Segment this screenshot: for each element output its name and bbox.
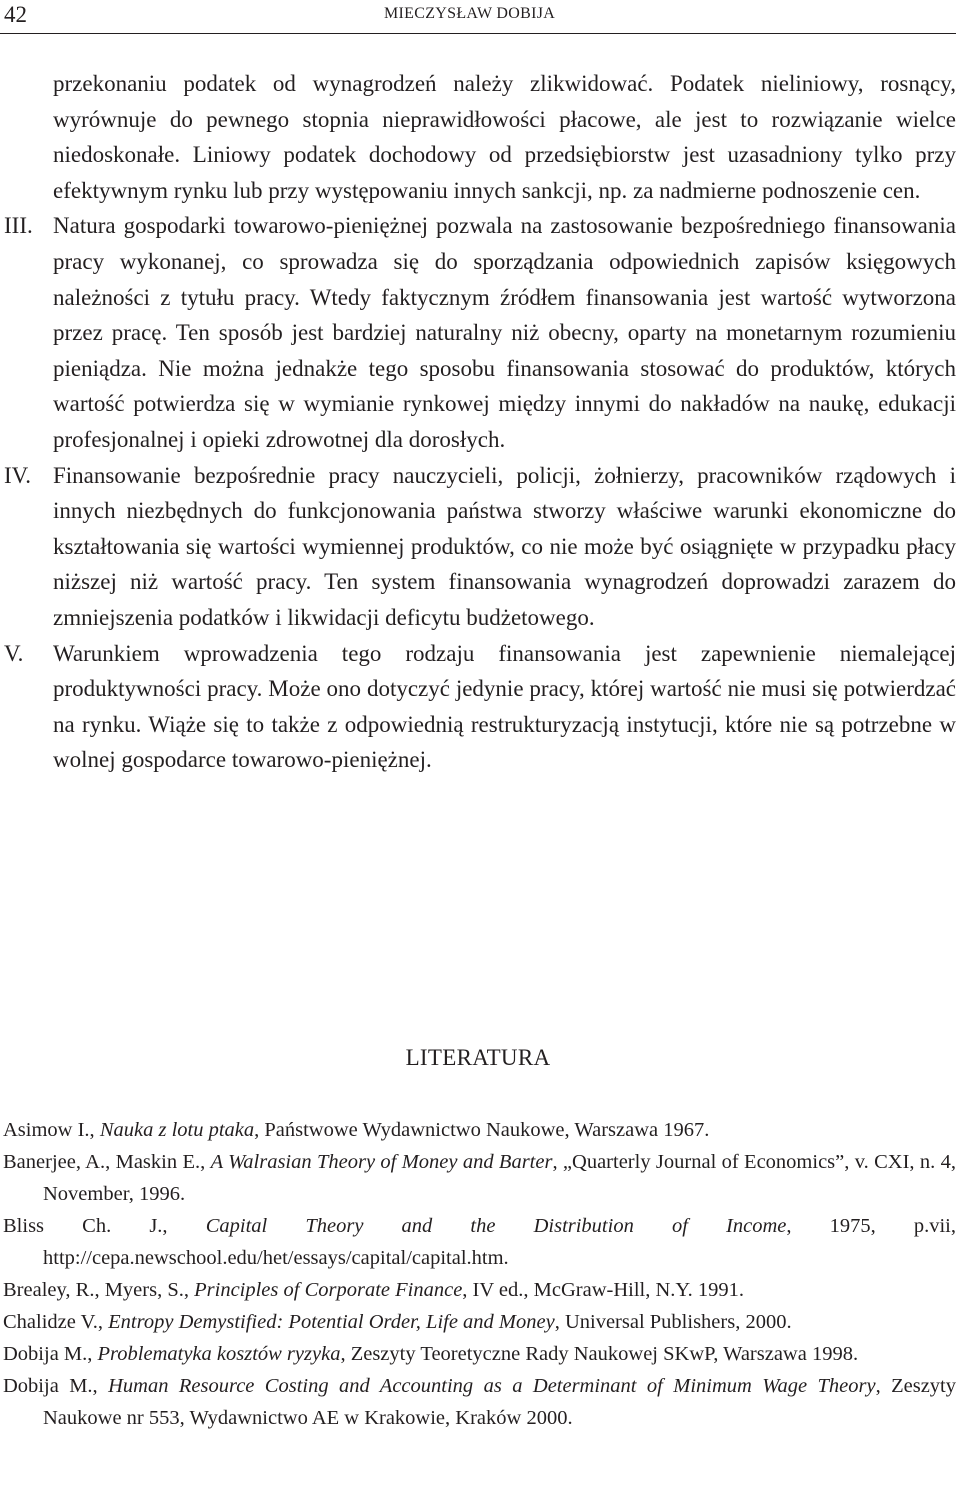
- list-item: [0, 636, 956, 778]
- reference-entry: [0, 1370, 956, 1434]
- reference-title: Problematyka kosztów ryzyka: [97, 1343, 341, 1365]
- reference-authors: Dobija M.,: [3, 1375, 98, 1397]
- reference-entry: [0, 1274, 956, 1306]
- continuation-paragraph: przekonaniu podatek od wynagrodzeń należy zlikwidować. Podatek nieliniowy, rosnący, wyrównuje do pewnego stopnia nieprawidłowości płacowe, ale jest to rozwiązanie wielce niedoskonałe. Liniowy podatek dochodowy od przedsiębiorstw jest uzasadniony tylko przy efektywnym rynku lub przy występowaniu innych sankcji, np. za nadmierne podnoszenie cen.: [53, 71, 956, 203]
- item-text: Warunkiem wprowadzenia tego rodzaju finansowania jest zapewnienie niemalejącej produktywności pracy. Może ono dotyczyć jedynie pracy, której wartość nie musi się potwierdzać na rynku. Wiąże się to także z odpowiednią restrukturyzacją instytucji, które nie są potrzebne w wolnej gospodarce towarowo-pieniężnej.: [53, 640, 956, 773]
- reference-details: , „Quarterly Journal of Economics”, v. CXI, n. 4, November, 1996.: [43, 1151, 956, 1205]
- item-text: Finansowanie bezpośrednie pracy nauczycieli, policji, żołnierzy, pracowników rządowych i innych niezbędnych do funkcjonowania państwa stworzy właściwe warunki ekonomiczne do kształtowania się wartości wymiennej produktów, co nie może być osiągnięte w przypadku płacy niższej niż wartość pracy. Ten system finansowania wynagrodzeń doprowadzi zarazem do zmniejszenia podatków i likwidacji deficytu budżetowego.: [53, 462, 956, 630]
- reference-entry: [0, 1146, 956, 1210]
- reference-authors: Brealey, R., Myers, S.,: [3, 1279, 189, 1301]
- reference-entry: [0, 1114, 956, 1146]
- reference-entry: [0, 1210, 956, 1274]
- literature-heading: LITERATURA: [405, 1045, 551, 1070]
- reference-title: Principles of Corporate Finance: [194, 1279, 463, 1301]
- reference-details: , Państwowe Wydawnictwo Naukowe, Warszawa 1967.: [254, 1119, 710, 1141]
- list-item: [0, 208, 956, 457]
- reference-entry: [0, 1306, 956, 1338]
- reference-authors: Banerjee, A., Maskin E.,: [3, 1151, 206, 1173]
- reference-details: , 1975, p.vii, http://cepa.newschool.edu/het/essays/capital/capital.htm.: [43, 1215, 957, 1269]
- header-rule: [0, 33, 956, 34]
- reference-authors: Dobija M.,: [3, 1343, 93, 1365]
- reference-title: Capital Theory and the Distribution of Income: [205, 1215, 787, 1237]
- reference-authors: Bliss Ch. J.,: [3, 1215, 168, 1237]
- reference-entry: [0, 1338, 956, 1370]
- reference-list: [0, 1114, 956, 1434]
- reference-title: A Walrasian Theory of Money and Barter: [210, 1151, 553, 1173]
- reference-details: , IV ed., McGraw-Hill, N.Y. 1991.: [462, 1279, 744, 1301]
- running-head: MIECZYSŁAW DOBIJA: [384, 5, 556, 22]
- reference-details: , Zeszyty Naukowe nr 553, Wydawnictwo AE w Krakowie, Kraków 2000.: [43, 1375, 956, 1429]
- reference-details: , Zeszyty Teoretyczne Rady Naukowej SKwP, Warszawa 1998.: [340, 1343, 859, 1365]
- reference-authors: Asimow I.,: [3, 1119, 95, 1141]
- page-number: 42: [4, 2, 27, 27]
- list-item: [0, 458, 956, 636]
- reference-title: Human Resource Costing and Accounting as a Determinant of Minimum Wage Theory: [108, 1375, 876, 1397]
- item-number: IV.: [4, 462, 32, 488]
- reference-title: Nauka z lotu ptaka: [99, 1119, 255, 1141]
- item-number: V.: [4, 640, 24, 666]
- reference-details: , Universal Publishers, 2000.: [554, 1311, 792, 1333]
- body-text: [0, 66, 956, 778]
- item-text: Natura gospodarki towarowo-pieniężnej pozwala na zastosowanie bezpośredniego finansowania pracy wykonanej, co sprowadza się do sporządzania odpowiednich zapisów księgowych należności z tytułu pracy. Wtedy faktycznym źródłem finansowania jest wartość wytworzona przez pracę. Ten sposób jest bardziej naturalny niż obecny, oparty na monetarnym rozumieniu pieniądza. Nie można jednakże tego sposobu finansowania stosować do produktów, których wartość potwierdza się w wymianie rynkowej między innymi do nakładów na naukę, edukacji profesjonalnej i opieki zdrowotnej dla dorosłych.: [53, 213, 956, 452]
- item-number: III.: [4, 213, 33, 239]
- reference-title: Entropy Demystified: Potential Order, Life and Money: [108, 1311, 555, 1333]
- reference-authors: Chalidze V.,: [3, 1311, 104, 1333]
